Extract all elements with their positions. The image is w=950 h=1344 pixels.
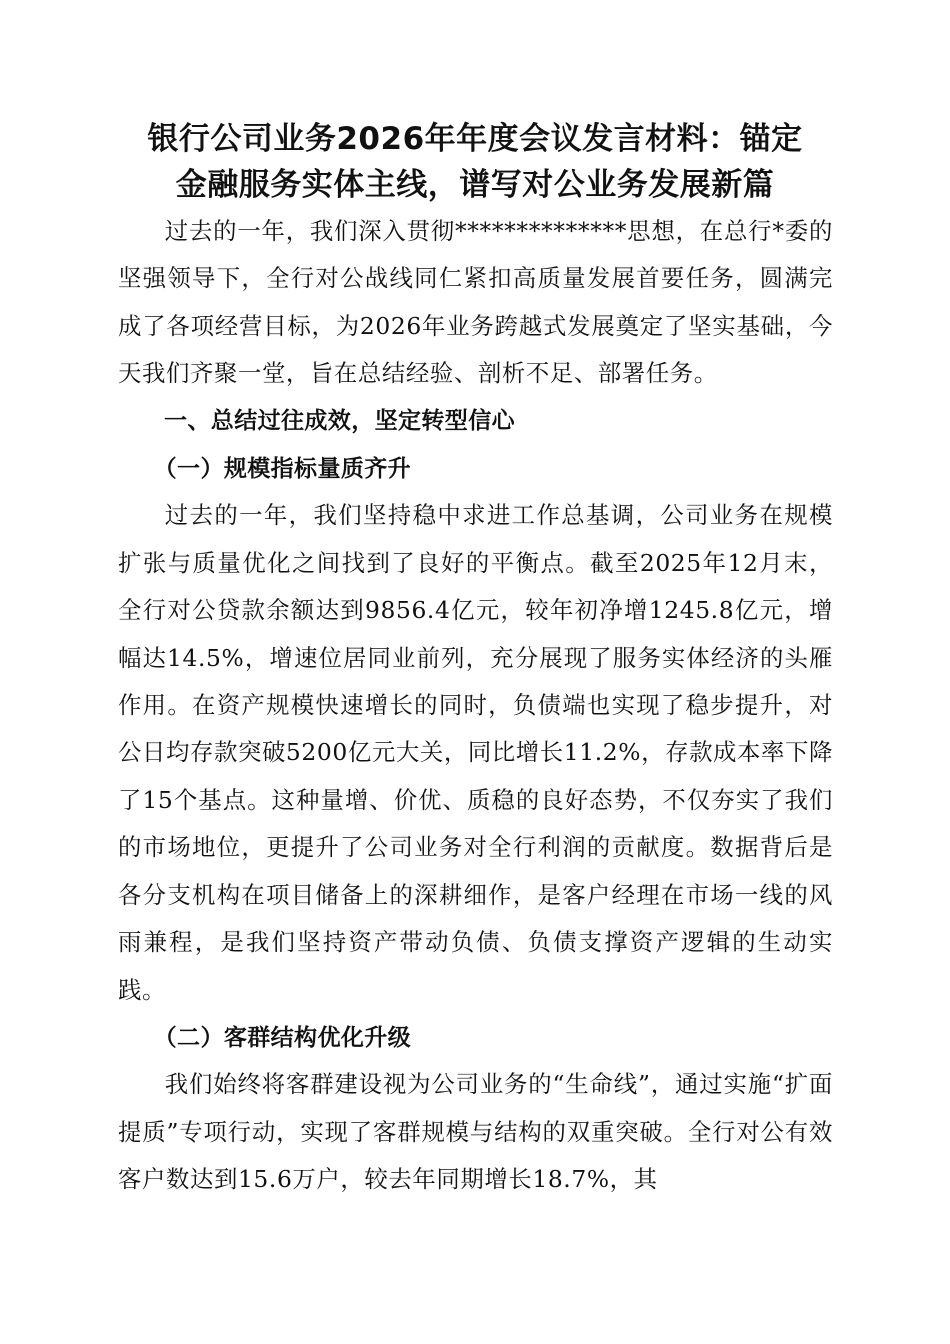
subsection-2-paragraph: 我们始终将客群建设视为公司业务的“生命线”，通过实施“扩面提质”专项行动，实现了客群规模与结构的双重突破。全行对公有效客户数达到15.6万户，较去年同期增长18.7%，其 — [118, 1070, 833, 1194]
document-title — [100, 116, 850, 208]
subsection-heading-2: （二）客群结构优化升级 — [153, 1023, 412, 1051]
subsection-1-paragraph: 过去的一年，我们坚持稳中求进工作总基调，公司业务在规模扩张与质量优化之间找到了良好的平衡点。截至2025年12月末，全行对公贷款余额达到9856.4亿元，较年初净增1245.8亿元，增幅达14.5%，增速位居同业前列，充分展现了服务实体经济的头雁作用。在资产规模快速增长的同时，负债端也实现了稳步提升，对公日均存款突破5200亿元大关，同比增长11.2%，存款成本率下降了15个基点。这种量增、价优、质稳的良好态势，不仅夯实了我们的市场地位，更提升了公司业务对全行利润的贡献度。数据背后是各分支机构在项目储备上的深耕细作，是客户经理在市场一线的风雨兼程，是我们坚持资产带动负债、负债支撑资产逻辑的生动实践。 — [118, 501, 834, 1004]
document-body — [118, 208, 833, 1204]
intro-paragraph: 过去的一年，我们深入贯彻**************思想，在总行*委的坚强领导下，全行对公战线同仁紧扣高质量发展首要任务，圆满完成了各项经营目标，为2026年业务跨越式发展奠定了坚实基础，今天我们齐聚一堂，旨在总结经验、剖析不足、部署任务。 — [118, 217, 833, 388]
title-line-1: 银行公司业务2026年年度会议发言材料：锚定 — [147, 121, 803, 157]
section-heading-1: 一、总结过往成效，坚定转型信心 — [164, 407, 515, 434]
title-line-2: 金融服务实体主线，谱写对公业务发展新篇 — [175, 167, 775, 203]
subsection-heading-1: （一）规模指标量质齐升 — [153, 455, 412, 483]
